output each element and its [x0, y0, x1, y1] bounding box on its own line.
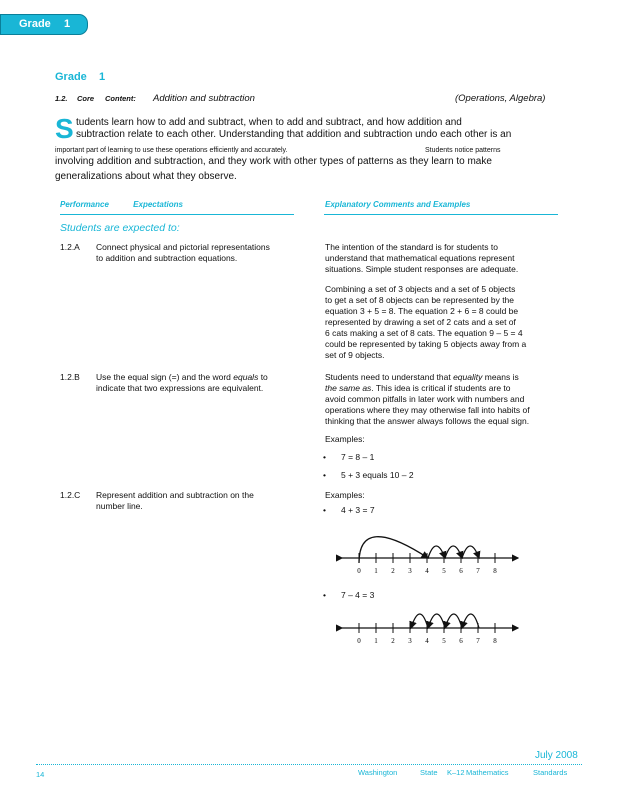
labels-1: [357, 567, 497, 575]
emphasis: equals: [233, 372, 259, 382]
column-rule-right: [324, 214, 558, 215]
jump-arc: [411, 614, 428, 628]
tick-label: 0: [357, 637, 361, 645]
example-item: 7 = 8 – 1: [341, 452, 375, 462]
examples-label: Examples:: [325, 434, 365, 444]
emphasis: equality: [453, 372, 483, 382]
explanation-line: equation 3 + 5 = 8. The equation 2 + 6 = 8 could be: [325, 306, 519, 316]
footer-subject: Mathematics: [466, 768, 509, 777]
column-header-explanatory: Explanatory Comments and Examples: [325, 200, 471, 209]
jump-arc: [428, 546, 445, 558]
text-run: means is: [482, 372, 519, 382]
core-label: Core: [77, 94, 95, 103]
core-content-label: Content:: [105, 94, 136, 103]
explanation-line: avoid common pitfalls in later work with numbers and: [325, 394, 525, 404]
core-code: 1.2.: [55, 94, 68, 103]
tick-label: 4: [425, 637, 429, 645]
example-item: 5 + 3 equals 10 – 2: [341, 470, 414, 480]
explanation-line: set of 9 objects.: [325, 350, 385, 360]
tick-label: 6: [459, 637, 463, 645]
explanation-line: could be represented by taking 5 objects away from a: [325, 339, 527, 349]
explanation-line: [325, 372, 530, 383]
tick-label: 8: [493, 637, 497, 645]
explanation-line: situations. Simple student responses are adequate.: [325, 264, 519, 274]
item-code: 1.2.B: [60, 372, 80, 382]
performance-line: Represent addition and subtraction on the: [96, 490, 254, 500]
tick-label: 3: [408, 637, 412, 645]
column-header-expectations-label: Expectations: [133, 200, 183, 209]
performance-line: number line.: [96, 501, 143, 511]
performance-text: [96, 490, 254, 512]
footer-date: July 2008: [535, 750, 578, 761]
footer-state: Washington: [358, 768, 398, 777]
jump-arc: [428, 614, 445, 628]
jump-arc: [462, 546, 479, 558]
column-rule-left: [60, 214, 294, 215]
tick-label: 6: [459, 567, 463, 575]
labels-2: [357, 637, 497, 645]
item-code: 1.2.C: [60, 490, 81, 500]
bullet-icon: •: [323, 452, 326, 462]
performance-line: indicate that two expressions are equivalent.: [96, 383, 264, 393]
number-line-addition: [330, 518, 530, 588]
performance-line: Connect physical and pictorial representations: [96, 242, 270, 252]
footer-rule: [36, 764, 582, 765]
intro-line: subtraction relate to each other. Understanding that addition and subtraction undo each other is an: [76, 129, 512, 140]
tick-label: 2: [391, 637, 395, 645]
subheading: Students are expected to:: [60, 222, 180, 234]
tick-label: 5: [442, 637, 446, 645]
grade-heading-number: 1: [99, 71, 106, 83]
intro-line-small: important part of learning to use these operations efficiently and accurately.: [55, 147, 288, 154]
footer-standards: Standards: [533, 768, 568, 777]
examples-label: Examples:: [325, 490, 365, 500]
explanation-text: [325, 372, 530, 427]
explanation-line: Combining a set of 3 objects and a set of 5 objects: [325, 284, 516, 294]
grade-tab-label: Grade: [19, 18, 51, 30]
bullet-icon: •: [323, 590, 326, 600]
jump-arc: [462, 614, 479, 628]
tick-label: 1: [374, 567, 378, 575]
bullet-icon: •: [323, 505, 326, 515]
intro-line: involving addition and subtraction, and they work with other types of patterns as they learn to make: [55, 156, 492, 167]
example-item: 4 + 3 = 7: [341, 505, 375, 515]
explanation-line: represented by drawing a set of 2 cats and a set of: [325, 317, 516, 327]
emphasis: the same as: [325, 383, 372, 393]
tick-label: 7: [476, 637, 480, 645]
explanation-line: to get a set of 8 objects can be represented by the: [325, 295, 515, 305]
grade-tab-number: 1: [64, 18, 71, 30]
tick-label: 0: [357, 567, 361, 575]
intro-line-small: Students notice patterns: [425, 147, 501, 154]
example-item: 7 – 4 = 3: [341, 590, 375, 600]
grade-heading-label: Grade: [55, 71, 87, 83]
jump-arc: [445, 614, 462, 628]
tick-label: 1: [374, 637, 378, 645]
column-header-performance-label: Performance: [60, 200, 109, 209]
column-header-performance: [60, 200, 183, 209]
text-run: to: [258, 372, 268, 382]
core-title: Addition and subtraction: [153, 93, 255, 104]
footer-grades: K–12: [447, 768, 465, 777]
tick-label: 7: [476, 567, 480, 575]
jump-arc: [445, 546, 462, 558]
number-line-subtraction: [330, 600, 530, 652]
intro-line: tudents learn how to add and subtract, when to add and subtract, and how addition and: [76, 117, 462, 128]
tick-label: 4: [425, 567, 429, 575]
explanation-line: thinking that the answer always follows the equal sign.: [325, 416, 530, 426]
text-run: Students need to understand that: [325, 372, 454, 382]
tick-label: 3: [408, 567, 412, 575]
performance-text: [96, 242, 270, 264]
explanation-line: understand that mathematical equations represent: [325, 253, 515, 263]
item-code: 1.2.A: [60, 242, 80, 252]
text-run: . This idea is critical if students are to: [371, 383, 511, 393]
explanation-text: [325, 284, 526, 361]
core-content-line: [55, 93, 565, 107]
intro-line: generalizations about what they observe.: [55, 171, 237, 182]
grade-tab: [0, 14, 88, 35]
tick-label: 5: [442, 567, 446, 575]
drop-cap: S: [55, 113, 74, 144]
tick-label: 2: [391, 567, 395, 575]
performance-text: [96, 372, 268, 394]
explanation-text: [325, 242, 518, 275]
text-run: Use the equal sign (=) and the word: [96, 372, 234, 382]
explanation-line: operations where they may otherwise fall into habits of: [325, 405, 530, 415]
footer-state2: State: [420, 768, 438, 777]
core-category: (Operations, Algebra): [455, 93, 546, 104]
explanation-line: The intention of the standard is for students to: [325, 242, 498, 252]
performance-line: to addition and subtraction equations.: [96, 253, 238, 263]
bullet-icon: •: [323, 470, 326, 480]
performance-line: [96, 372, 268, 383]
explanation-line: [325, 383, 530, 394]
tick-label: 8: [493, 567, 497, 575]
page-number: 14: [36, 770, 45, 779]
explanation-line: 6 cats making a set of 8 cats. The equation 9 – 5 = 4: [325, 328, 523, 338]
